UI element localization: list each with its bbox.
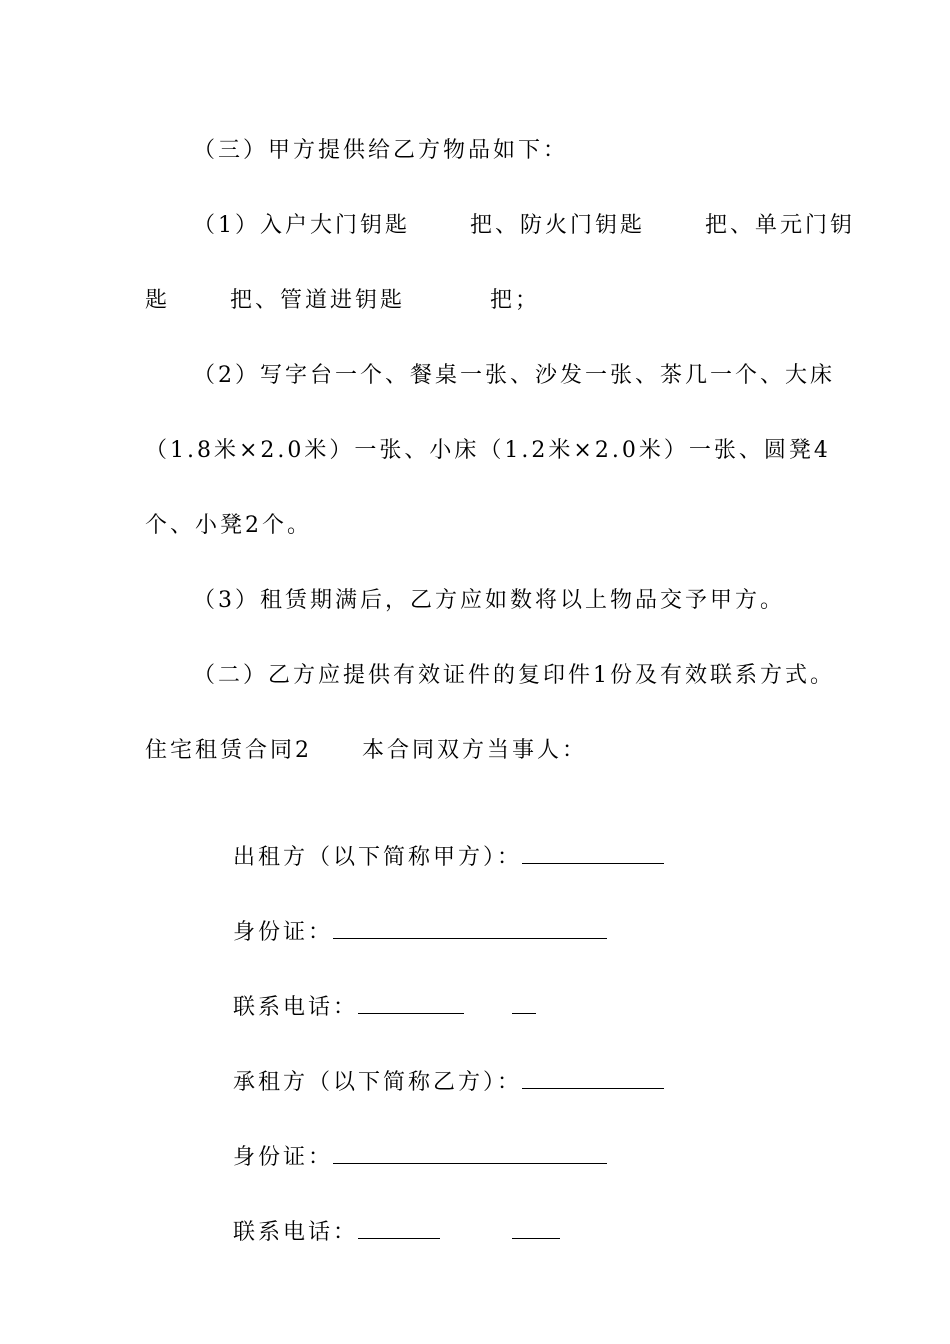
lessee-phone-field (193, 1186, 560, 1245)
lessee-blank[interactable] (522, 1066, 664, 1089)
lessee-id-blank[interactable] (333, 1141, 607, 1164)
lessee-phone-label: 联系电话： (232, 1220, 358, 1245)
lessor-field (193, 811, 664, 870)
lessor-phone-blank-tail[interactable] (512, 991, 536, 1014)
item-2-line-3: 个、小凳2个。 (145, 513, 312, 538)
lessor-label: 出租方（以下简称甲方）： (232, 845, 522, 870)
lessee-phone-blank[interactable] (358, 1216, 440, 1239)
section-three-heading: （三）甲方提供给乙方物品如下： (193, 138, 569, 163)
lessor-blank[interactable] (522, 841, 664, 864)
item-2-line-2: （1.8米×2.0米）一张、小床（1.2米×2.0米）一张、圆凳4 (145, 438, 831, 463)
item-1-line-1: （1）入户大门钥匙 把、防火门钥匙 把、单元门钥 (193, 213, 855, 238)
lessee-label: 承租方（以下简称乙方）： (232, 1070, 522, 1095)
lessor-id-field (193, 886, 607, 945)
item-1-line-2: 匙 把、管道进钥匙 把； (145, 288, 540, 313)
section-two-line: （二）乙方应提供有效证件的复印件1份及有效联系方式。 (193, 663, 835, 688)
lessee-field (193, 1036, 664, 1095)
lessee-id-field (193, 1111, 607, 1170)
lessee-phone-blank-tail[interactable] (512, 1216, 560, 1239)
item-3-line: （3）租赁期满后，乙方应如数将以上物品交予甲方。 (193, 588, 785, 613)
lessor-phone-field (193, 961, 536, 1020)
lessee-id-label: 身份证： (232, 1145, 333, 1170)
item-2-line-1: （2）写字台一个、餐桌一张、沙发一张、茶几一个、大床 (193, 363, 835, 388)
contract-2-heading: 住宅租赁合同2 本合同双方当事人： (145, 738, 587, 763)
lessor-phone-label: 联系电话： (232, 995, 358, 1020)
lessor-id-label: 身份证： (232, 920, 333, 945)
lessor-id-blank[interactable] (333, 916, 607, 939)
lessor-phone-blank[interactable] (358, 991, 464, 1014)
